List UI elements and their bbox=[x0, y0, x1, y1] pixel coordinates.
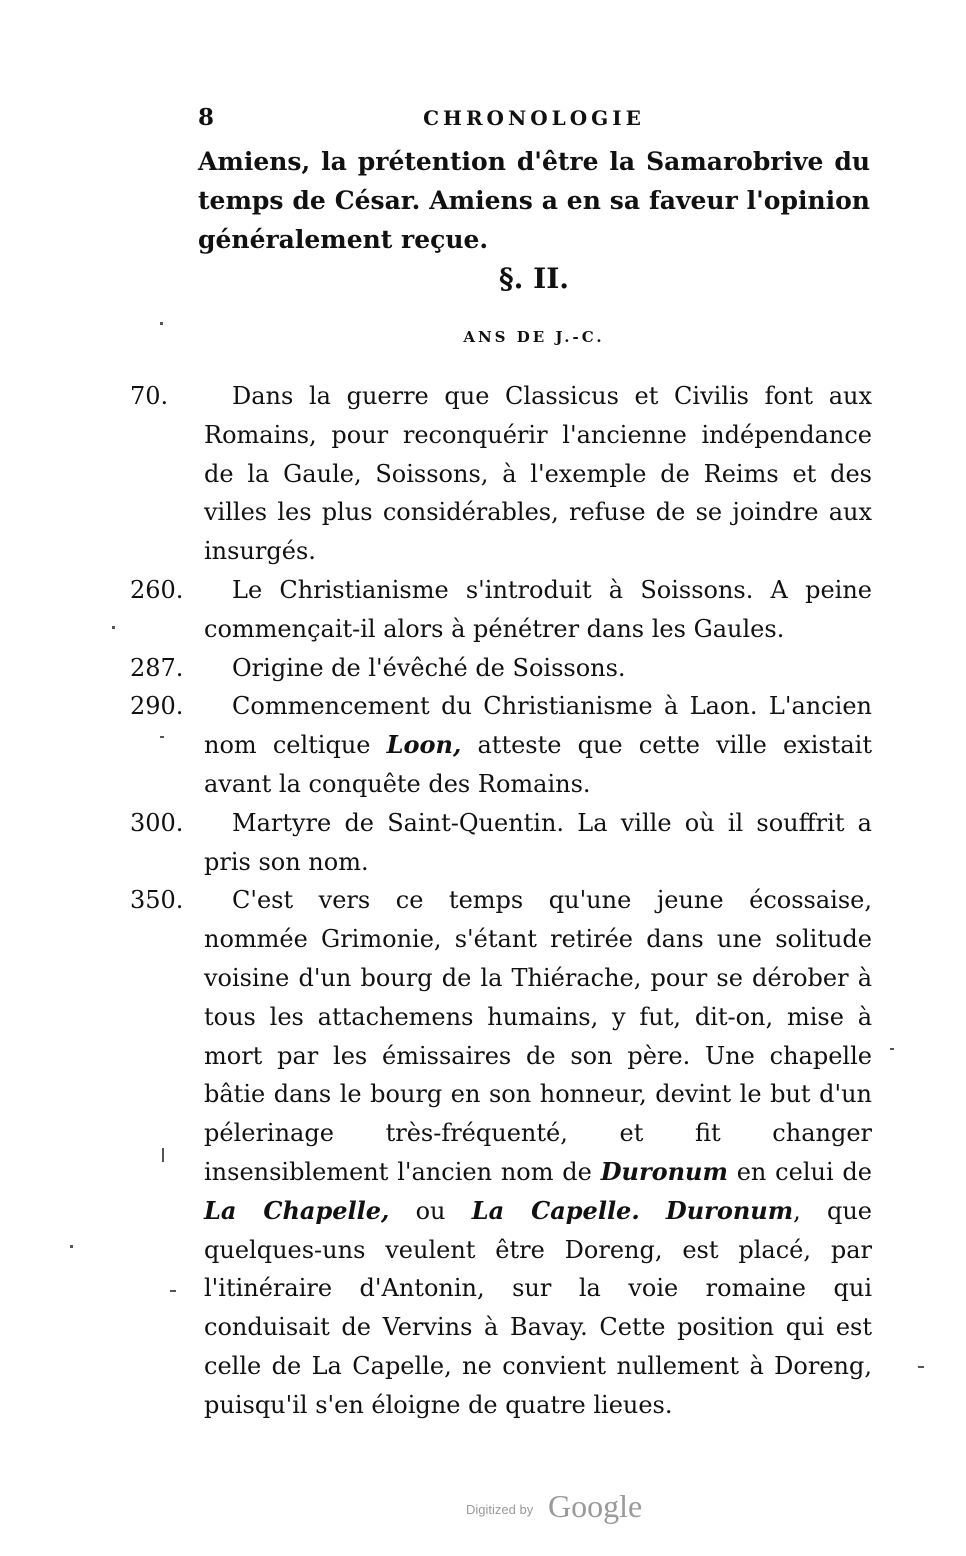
entry-text bbox=[204, 687, 872, 803]
entry-text-body: Commencement du Christianisme à Laon. L'ancien nom celtique bbox=[204, 692, 872, 760]
entry-text bbox=[204, 881, 872, 1424]
scan-speck bbox=[162, 1148, 164, 1162]
entry-year: 350. bbox=[130, 886, 184, 915]
chronology-entry bbox=[130, 881, 872, 1424]
scan-speck bbox=[112, 626, 115, 629]
italic-place-name: Duronum bbox=[600, 1156, 728, 1186]
scan-speck bbox=[160, 322, 163, 325]
running-head: CHRONOLOGIE bbox=[423, 106, 645, 130]
chronology-entry bbox=[130, 377, 872, 571]
chronology-entries bbox=[130, 377, 872, 1425]
entry-text-body: Le Christianisme s'introduit à Soissons. A peine commençait-il alors à pénétrer dans les Gaules. bbox=[204, 575, 872, 643]
entry-text bbox=[204, 649, 872, 688]
continued-paragraph: Amiens, la prétention d'être la Samarobrive du temps de César. Amiens a en sa faveur l'opinion généralement reçue. bbox=[198, 147, 870, 254]
entry-text-body: C'est vers ce temps qu'une jeune écossaise, nommée Grimonie, s'étant retirée dans une solitude voisine d'un bourg de la Thiérache, pour se dérober à tous les attachemens humains, y fut, dit-on, mise à mort par les émissaires de son père. Une chapelle bâtie dans le bourg en son honneur, devint le but d'un pélerinage très-fréquenté, et fit changer insensiblement l'ancien nom de bbox=[204, 886, 872, 1186]
entry-text bbox=[204, 571, 872, 649]
italic-place-name: La Chapelle, bbox=[204, 1195, 390, 1225]
chronology-entry bbox=[130, 687, 872, 803]
scan-speck bbox=[918, 1366, 924, 1368]
entry-year: 300. bbox=[130, 808, 184, 837]
scan-speck bbox=[160, 736, 164, 738]
entry-text-body: Dans la guerre que Classicus et Civilis font aux Romains, pour reconquérir l'ancienne indépendance de la Gaule, Soissons, à l'exemple de Reims et des villes les plus considérables, refuse de se joindre aux insurgés. bbox=[204, 382, 872, 566]
entry-text-body: Origine de l'évêché de Soissons. bbox=[232, 653, 626, 682]
entry-text-body: atteste que cette ville existait avant la conquête des Romains. bbox=[204, 731, 873, 798]
page-number: 8 bbox=[198, 104, 215, 131]
entry-year: 290. bbox=[130, 692, 184, 721]
entry-text bbox=[204, 804, 872, 882]
entry-year: 70. bbox=[130, 382, 169, 410]
scan-speck bbox=[890, 1048, 894, 1050]
italic-place-name: Loon, bbox=[386, 730, 462, 760]
watermark-prefix: Digitized by bbox=[466, 1502, 534, 1517]
digitization-watermark bbox=[466, 1488, 706, 1528]
entry-year: 260. bbox=[130, 575, 184, 604]
entry-text-body: en celui de bbox=[727, 1157, 873, 1186]
scan-speck bbox=[70, 1245, 73, 1248]
entry-year: 287. bbox=[130, 653, 184, 682]
scan-speck bbox=[170, 1290, 176, 1292]
section-title: §. II. bbox=[498, 262, 570, 295]
page-header bbox=[198, 104, 870, 138]
entry-text-body bbox=[640, 1197, 666, 1225]
entry-text-body: Martyre de Saint-Quentin. La ville où il souffrit a pris son nom. bbox=[204, 808, 872, 876]
italic-place-name: La Capelle. bbox=[471, 1195, 640, 1225]
section-subtitle: ANS DE J.-C. bbox=[463, 328, 605, 346]
entry-text-body: ou bbox=[389, 1196, 472, 1225]
chronology-entry bbox=[130, 571, 872, 649]
italic-place-name: Duronum bbox=[665, 1195, 794, 1225]
chronology-entry bbox=[130, 649, 872, 688]
entry-text-body: , que quelques-uns veulent être Doreng, est placé, par l'itinéraire d'Antonin, sur la voie romaine qui conduisait de Vervins à Bavay. Cette position qui est celle de La Capelle, ne convient nullement à Doreng, puisqu'il s'en éloigne de quatre lieues. bbox=[204, 1196, 873, 1419]
chronology-entry bbox=[130, 804, 872, 882]
google-logo: Google bbox=[548, 1488, 643, 1524]
entry-text bbox=[204, 377, 872, 571]
